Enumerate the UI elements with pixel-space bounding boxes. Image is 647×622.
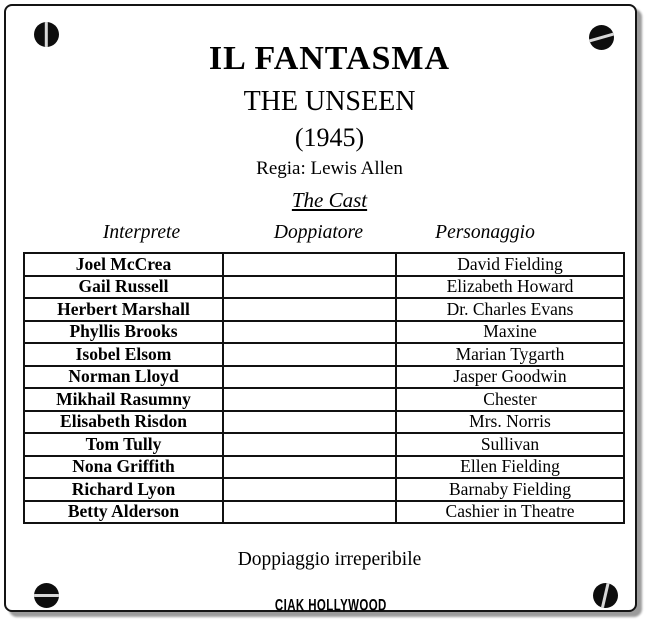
screw-slot (601, 583, 610, 608)
cast-heading: The Cast (291, 188, 368, 212)
cast-table-row (24, 321, 624, 344)
character-cell: Mrs. Norris (396, 411, 624, 434)
screw-icon-bottom-right (593, 583, 618, 608)
character-cell: Sullivan (396, 433, 624, 456)
screw-icon-bottom-left (34, 583, 59, 608)
column-header-personaggio: Personaggio (435, 222, 535, 243)
actor-cell: Herbert Marshall (24, 298, 223, 321)
cast-table-body (24, 253, 624, 523)
cast-table-row (24, 366, 624, 389)
cast-column-headers (23, 222, 623, 244)
character-cell: David Fielding (396, 253, 624, 276)
screw-slot (34, 594, 59, 597)
actor-cell: Elisabeth Risdon (24, 411, 223, 434)
actor-cell: Nona Griffith (24, 456, 223, 479)
character-cell: Elizabeth Howard (396, 276, 624, 299)
actor-cell: Richard Lyon (24, 478, 223, 501)
cast-table-row (24, 276, 624, 299)
cast-table-row (24, 411, 624, 434)
screw-slot (589, 32, 614, 42)
ciak-hollywood-logo: CIAK HOLLYWOOD (274, 595, 387, 615)
dubber-cell (223, 366, 396, 389)
cast-table-row (24, 478, 624, 501)
column-header-interprete: Interprete (102, 222, 181, 243)
dubbing-note: Doppiaggio irreperibile (237, 549, 422, 570)
dubber-cell (223, 343, 396, 366)
actor-cell: Joel McCrea (24, 253, 223, 276)
character-cell: Ellen Fielding (396, 456, 624, 479)
character-cell: Cashier in Theatre (396, 501, 624, 524)
character-cell: Dr. Charles Evans (396, 298, 624, 321)
film-year: (1945) (294, 123, 365, 152)
cast-table-row (24, 388, 624, 411)
dubber-cell (223, 276, 396, 299)
actor-cell: Norman Lloyd (24, 366, 223, 389)
dubber-cell (223, 411, 396, 434)
cast-table-row (24, 456, 624, 479)
dubber-cell (223, 478, 396, 501)
actor-cell: Gail Russell (24, 276, 223, 299)
dubber-cell (223, 388, 396, 411)
column-header-doppiatore: Doppiatore (273, 222, 364, 243)
film-title-italian: IL FANTASMA (208, 40, 451, 77)
actor-cell: Tom Tully (24, 433, 223, 456)
dubber-cell (223, 433, 396, 456)
actor-cell: Phyllis Brooks (24, 321, 223, 344)
cast-table-row (24, 253, 624, 276)
character-cell: Maxine (396, 321, 624, 344)
actor-cell: Mikhail Rasumny (24, 388, 223, 411)
dubber-cell (223, 456, 396, 479)
dubber-cell (223, 298, 396, 321)
dubber-cell (223, 253, 396, 276)
character-cell: Marian Tygarth (396, 343, 624, 366)
cast-table-row (24, 298, 624, 321)
cast-table-row (24, 501, 624, 524)
actor-cell: Betty Alderson (24, 501, 223, 524)
cast-table-row (24, 433, 624, 456)
title-block (6, 42, 647, 178)
film-director: Regia: Lewis Allen (256, 158, 403, 179)
dubber-cell (223, 501, 396, 524)
character-cell: Barnaby Fielding (396, 478, 624, 501)
film-title-original: THE UNSEEN (243, 86, 416, 117)
dubber-cell (223, 321, 396, 344)
cast-table (23, 252, 625, 524)
character-cell: Chester (396, 388, 624, 411)
actor-cell: Isobel Elsom (24, 343, 223, 366)
film-dubbing-card (4, 4, 637, 615)
character-cell: Jasper Goodwin (396, 366, 624, 389)
cast-table-row (24, 343, 624, 366)
